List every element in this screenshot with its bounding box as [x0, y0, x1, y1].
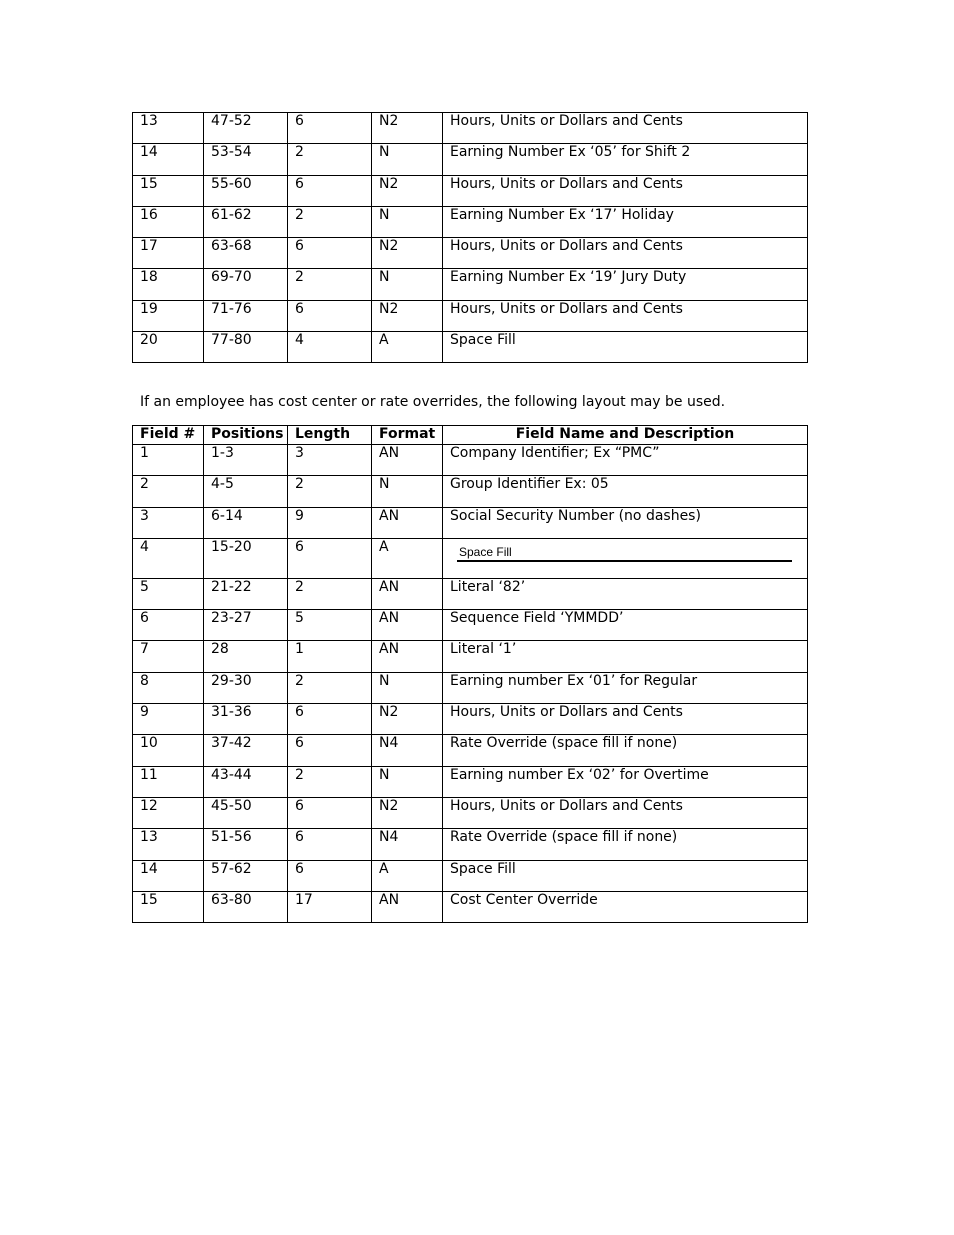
cell-length: 6: [288, 238, 372, 269]
cell-field-number: 2: [133, 476, 204, 507]
cell-positions: 53-54: [204, 144, 288, 175]
cell-length: 2: [288, 206, 372, 237]
cell-length: 9: [288, 507, 372, 538]
cell-format: A: [372, 860, 443, 891]
table-row: [133, 735, 808, 766]
cell-length: 6: [288, 735, 372, 766]
table-row: [133, 860, 808, 891]
cell-positions: 31-36: [204, 704, 288, 735]
cell-length: 2: [288, 672, 372, 703]
cell-positions: 61-62: [204, 206, 288, 237]
table-row: [133, 113, 808, 144]
table-row: [133, 144, 808, 175]
cell-field-name: Earning Number Ex ‘17’ Holiday: [443, 206, 808, 237]
cell-field-number: 14: [133, 144, 204, 175]
cell-field-number: 19: [133, 300, 204, 331]
cell-field-number: 20: [133, 332, 204, 363]
cell-format: N2: [372, 113, 443, 144]
cell-positions: 28: [204, 641, 288, 672]
cell-format: N: [372, 206, 443, 237]
cell-field-number: 12: [133, 797, 204, 828]
cell-positions: 6-14: [204, 507, 288, 538]
cell-format: N: [372, 672, 443, 703]
cell-field-name: Hours, Units or Dollars and Cents: [443, 175, 808, 206]
cell-field-name: Rate Override (space fill if none): [443, 829, 808, 860]
cell-length: 6: [288, 175, 372, 206]
table-header-row: [133, 426, 808, 445]
cell-length: 1: [288, 641, 372, 672]
table-row: [133, 797, 808, 828]
cell-field-number: 10: [133, 735, 204, 766]
table-row: [133, 175, 808, 206]
table-row: [133, 507, 808, 538]
cell-format: AN: [372, 641, 443, 672]
header-positions: Positions: [204, 426, 288, 445]
cell-field-name: Literal ‘1’: [443, 641, 808, 672]
cell-format: N: [372, 144, 443, 175]
cell-length: 4: [288, 332, 372, 363]
cell-field-name: Rate Override (space fill if none): [443, 735, 808, 766]
cell-field-number: 11: [133, 766, 204, 797]
cell-format: N4: [372, 735, 443, 766]
cell-positions: 57-62: [204, 860, 288, 891]
cell-field-name: Group Identifier Ex: 05: [443, 476, 808, 507]
cell-positions: 45-50: [204, 797, 288, 828]
cell-format: N: [372, 766, 443, 797]
table-row: [133, 704, 808, 735]
cell-field-name: Hours, Units or Dollars and Cents: [443, 797, 808, 828]
table-body: [133, 445, 808, 923]
table-row: [133, 610, 808, 641]
header-field-name: Field Name and Description: [443, 426, 808, 445]
header-format: Format: [372, 426, 443, 445]
table-row: [133, 269, 808, 300]
cell-field-name: Space Fill: [443, 332, 808, 363]
cell-format: N: [372, 476, 443, 507]
cell-field-number: 4: [133, 538, 204, 578]
cell-field-number: 18: [133, 269, 204, 300]
cell-length: 17: [288, 891, 372, 922]
cell-positions: 55-60: [204, 175, 288, 206]
cell-field-number: 17: [133, 238, 204, 269]
cell-field-name: Hours, Units or Dollars and Cents: [443, 300, 808, 331]
table-row: [133, 766, 808, 797]
cell-length: 6: [288, 113, 372, 144]
cell-format: AN: [372, 891, 443, 922]
table-row: [133, 672, 808, 703]
table-row: [133, 238, 808, 269]
cell-length: 2: [288, 144, 372, 175]
cell-format: N: [372, 269, 443, 300]
cell-field-name: Hours, Units or Dollars and Cents: [443, 704, 808, 735]
cell-format: AN: [372, 507, 443, 538]
cell-positions: 23-27: [204, 610, 288, 641]
cell-length: 2: [288, 269, 372, 300]
cell-positions: 43-44: [204, 766, 288, 797]
cell-field-number: 8: [133, 672, 204, 703]
cell-positions: 69-70: [204, 269, 288, 300]
cell-format: AN: [372, 445, 443, 476]
table-row: [133, 829, 808, 860]
cell-field-name: Hours, Units or Dollars and Cents: [443, 113, 808, 144]
record-layout-table-continued: [132, 112, 808, 363]
cell-field-number: 9: [133, 704, 204, 735]
cell-field-number: 14: [133, 860, 204, 891]
cell-format: N2: [372, 797, 443, 828]
cell-format: N2: [372, 704, 443, 735]
cell-format: N2: [372, 175, 443, 206]
cell-field-name: Earning Number Ex ‘19’ Jury Duty: [443, 269, 808, 300]
cell-length: 2: [288, 476, 372, 507]
cell-field-number: 13: [133, 113, 204, 144]
cell-format: AN: [372, 610, 443, 641]
space-fill-form-field[interactable]: Space Fill: [457, 545, 792, 562]
header-field-number: Field #: [133, 426, 204, 445]
table-row: [133, 332, 808, 363]
table-row: [133, 300, 808, 331]
cell-format: N4: [372, 829, 443, 860]
cell-length: 2: [288, 766, 372, 797]
cell-field-name: Cost Center Override: [443, 891, 808, 922]
cell-field-name: Hours, Units or Dollars and Cents: [443, 238, 808, 269]
cell-length: 6: [288, 300, 372, 331]
cell-field-number: 7: [133, 641, 204, 672]
table-row: [133, 476, 808, 507]
cell-positions: 47-52: [204, 113, 288, 144]
cell-positions: 21-22: [204, 578, 288, 609]
table-row: [133, 641, 808, 672]
table-row: [133, 578, 808, 609]
cell-positions: 51-56: [204, 829, 288, 860]
cell-length: 5: [288, 610, 372, 641]
cell-positions: 4-5: [204, 476, 288, 507]
cell-field-name: Earning number Ex ‘02’ for Overtime: [443, 766, 808, 797]
cell-field-name: [443, 538, 808, 578]
cell-field-number: 13: [133, 829, 204, 860]
cell-length: 2: [288, 578, 372, 609]
cell-field-number: 15: [133, 891, 204, 922]
table-row: [133, 445, 808, 476]
cell-field-number: 16: [133, 206, 204, 237]
cell-field-name: Space Fill: [443, 860, 808, 891]
override-layout-table: [132, 425, 808, 923]
cell-positions: 15-20: [204, 538, 288, 578]
cell-length: 6: [288, 797, 372, 828]
cell-positions: 71-76: [204, 300, 288, 331]
table-row: [133, 538, 808, 578]
cell-positions: 63-80: [204, 891, 288, 922]
cell-field-name: Earning Number Ex ‘05’ for Shift 2: [443, 144, 808, 175]
cell-field-number: 1: [133, 445, 204, 476]
cell-format: N2: [372, 300, 443, 331]
cell-field-name: Literal ‘82’: [443, 578, 808, 609]
cell-field-name: Company Identifier; Ex “PMC”: [443, 445, 808, 476]
cell-positions: 77-80: [204, 332, 288, 363]
cell-format: AN: [372, 578, 443, 609]
cell-length: 3: [288, 445, 372, 476]
cell-format: N2: [372, 238, 443, 269]
cell-field-name: Sequence Field ‘YMMDD’: [443, 610, 808, 641]
cell-field-number: 6: [133, 610, 204, 641]
intro-text: If an employee has cost center or rate overrides, the following layout may be used.: [140, 394, 726, 410]
cell-positions: 29-30: [204, 672, 288, 703]
header-length: Length: [288, 426, 372, 445]
cell-field-name: Earning number Ex ‘01’ for Regular: [443, 672, 808, 703]
cell-field-number: 15: [133, 175, 204, 206]
table-row: [133, 891, 808, 922]
cell-format: A: [372, 538, 443, 578]
cell-length: 6: [288, 860, 372, 891]
cell-positions: 63-68: [204, 238, 288, 269]
cell-field-number: 3: [133, 507, 204, 538]
cell-field-number: 5: [133, 578, 204, 609]
cell-length: 6: [288, 704, 372, 735]
table-body: [133, 113, 808, 363]
cell-positions: 37-42: [204, 735, 288, 766]
table-row: [133, 206, 808, 237]
cell-length: 6: [288, 829, 372, 860]
cell-field-name: Social Security Number (no dashes): [443, 507, 808, 538]
cell-positions: 1-3: [204, 445, 288, 476]
cell-format: A: [372, 332, 443, 363]
cell-length: 6: [288, 538, 372, 578]
